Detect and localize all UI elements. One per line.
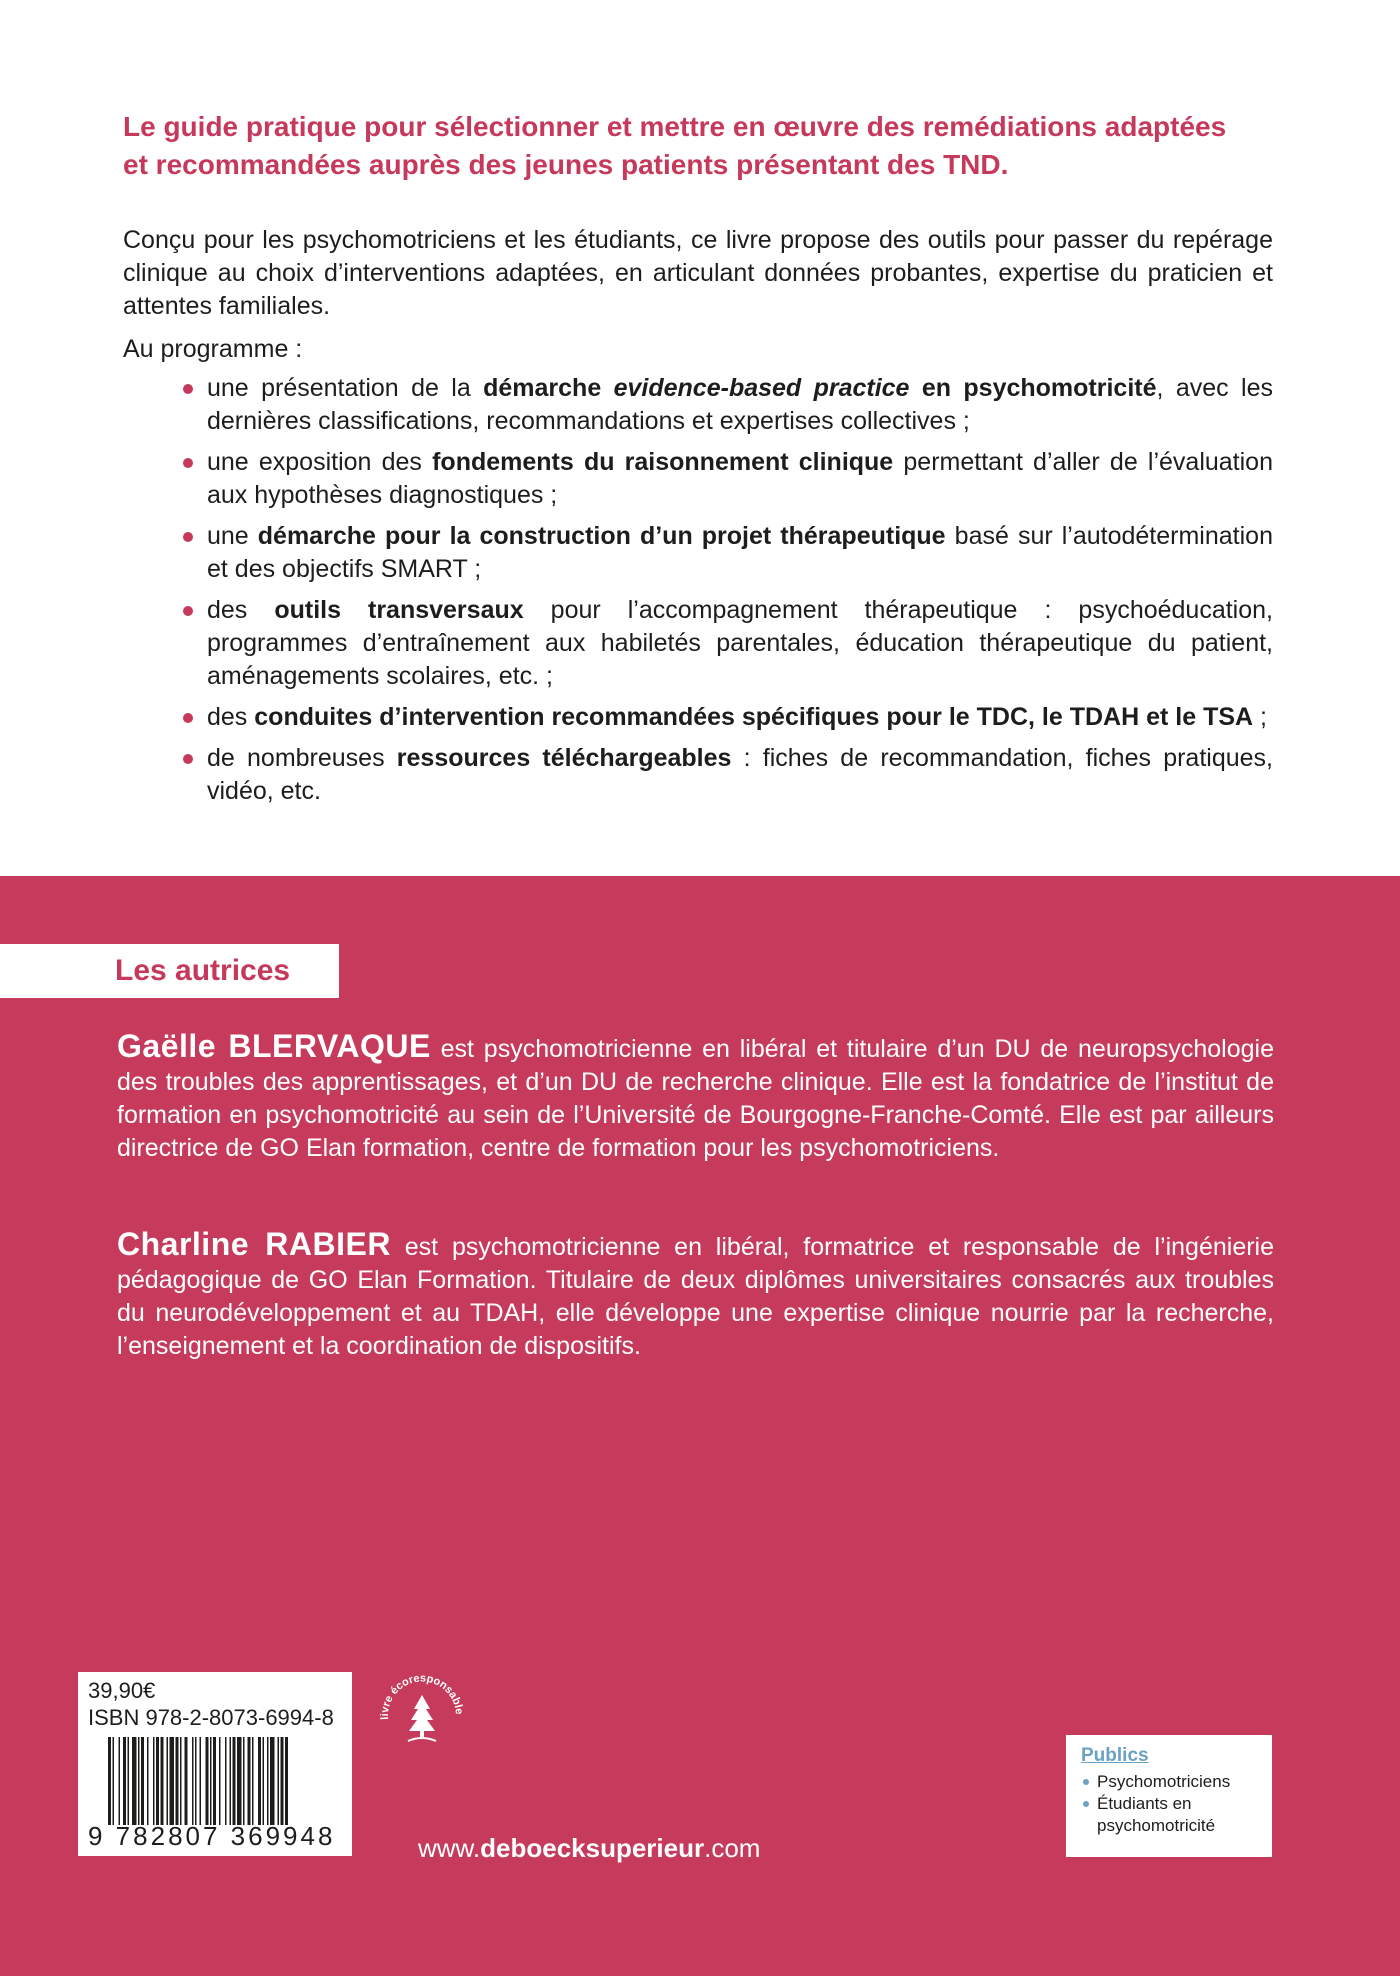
barcode-bar — [185, 1737, 188, 1825]
ecoresponsable-logo-icon — [372, 1665, 472, 1765]
bullet-icon — [1083, 1779, 1089, 1785]
barcode-bar — [119, 1737, 121, 1825]
publics-list — [1081, 1771, 1230, 1837]
programme-label: Au programme : — [123, 335, 303, 363]
list-item: de nombreuses ressources téléchargeables : fiches de recommandation, fiches pratiques, vidéo, etc. — [207, 742, 1273, 808]
barcode-bar — [200, 1737, 202, 1825]
barcode-bar — [270, 1737, 275, 1825]
barcode-bar — [267, 1737, 269, 1825]
bullet-icon — [183, 384, 193, 394]
bullet-icon — [183, 754, 193, 764]
barcode-bar — [248, 1737, 251, 1825]
svg-text:livre écoresponsable: livre écoresponsable — [378, 1672, 466, 1721]
barcode-bar — [233, 1737, 236, 1825]
publics-title: Publics — [1081, 1745, 1149, 1766]
bullet-icon — [1083, 1801, 1089, 1807]
barcode-bar — [225, 1737, 227, 1825]
barcode-bar — [192, 1737, 194, 1825]
barcode-bar — [153, 1737, 155, 1825]
barcode-bar — [167, 1737, 169, 1825]
barcode-bar — [113, 1737, 115, 1825]
barcode-bar — [141, 1737, 144, 1825]
barcode-bar — [230, 1737, 232, 1825]
author-bio-text: est psychomotricienne en libéral et titulaire d’un DU de neuropsychologie des troubles des apprentissages, et d’un DU de recherche clinique. Elle est la fondatrice de l’institut de formation en psychomotricité au sein de l’Université de Bourgogne-Franche-Comté. Elle est par ailleurs directrice de GO Elan formation, centre de formation pour les psychomotriciens. — [117, 1035, 1275, 1162]
bullet-icon — [183, 606, 193, 616]
bullet-icon — [183, 458, 193, 468]
author-bio-text: est psychomotricienne en libéral, formatrice et responsable de l’ingénierie pédagogique de GO Elan Formation. Titulaire de deux diplômes universitaires consacrés aux troubles du neurodéveloppement et au TDAH, elle développe une expertise clinique nourrie par la recherche, l’enseignement et la coordination de dispositifs. — [117, 1233, 1275, 1360]
barcode-bar — [108, 1737, 111, 1825]
barcode-bar — [237, 1737, 242, 1825]
list-item: psychomotricité — [1097, 1816, 1216, 1835]
barcode-bar — [170, 1737, 175, 1825]
bullet-icon — [183, 532, 193, 542]
author-name: Charline RABIER — [117, 1226, 391, 1262]
barcode-bar — [161, 1737, 164, 1825]
barcode-bar — [206, 1737, 209, 1825]
barcode-bar — [156, 1737, 159, 1825]
barcode-bar — [132, 1737, 137, 1825]
tagline-line-2: et recommandées auprès des jeunes patients présentant des TND. — [123, 149, 1009, 180]
list-item: Étudiants en — [1081, 1793, 1230, 1815]
isbn-label: ISBN 978-2-8073-6994-8 — [88, 1705, 334, 1730]
author-name: Gaëlle BLERVAQUE — [117, 1028, 431, 1064]
list-item: des outils transversaux pour l’accompagnement thérapeutique : psychoéducation, programmes d’entraînement aux habiletés parentales, éducation thérapeutique du patient, aménagements scolaires, etc. ; — [207, 594, 1273, 693]
tagline — [123, 108, 1283, 184]
barcode-bar — [243, 1737, 245, 1825]
barcode-bar — [278, 1737, 280, 1825]
barcode-bar — [176, 1737, 179, 1825]
barcode-bar — [281, 1737, 284, 1825]
barcode-bar — [263, 1737, 265, 1825]
barcode-icon — [108, 1737, 344, 1825]
barcode-bar — [258, 1737, 261, 1825]
barcode-bar — [123, 1737, 126, 1825]
barcode-bar — [252, 1737, 254, 1825]
author-bio-2 — [117, 1228, 1274, 1363]
ean-digits: 9 782807 369948 — [88, 1821, 336, 1851]
author-bio-1 — [117, 1030, 1274, 1165]
publisher-website[interactable]: www.deboecksuperieur.com — [418, 1833, 761, 1863]
intro-text: Conçu pour les psychomotriciens et les étudiants, ce livre propose des outils pour passer du repérage clinique au choix d’interventions adaptées, en articulant données probantes, expertise du praticien et attentes familiales. — [123, 226, 1273, 320]
bullet-icon — [183, 713, 193, 723]
barcode-bar — [180, 1737, 182, 1825]
price-label: 39,90€ — [88, 1678, 156, 1703]
barcode-bar — [210, 1737, 212, 1825]
barcode-bar — [285, 1737, 288, 1825]
barcode-bar — [128, 1737, 130, 1825]
barcode-bar — [195, 1737, 197, 1825]
intro-paragraph — [123, 224, 1273, 323]
list-item: une exposition des fondements du raisonnement clinique permettant d’aller de l’évaluation aux hypothèses diagnostiques ; — [207, 446, 1273, 512]
barcode-bar — [138, 1737, 140, 1825]
tagline-line-1: Le guide pratique pour sélectionner et mettre en œuvre des remédiations adaptées — [123, 111, 1227, 142]
barcode-bar — [213, 1737, 216, 1825]
list-item: une démarche pour la construction d’un projet thérapeutique basé sur l’autodétermination et des objectifs SMART ; — [207, 520, 1273, 586]
authors-heading: Les autrices — [115, 954, 291, 987]
list-item: une présentation de la démarche evidence-based practice en psychomotricité, avec les dernières classifications, recommandations et expertises collectives ; — [207, 372, 1273, 438]
list-item: des conduites d’intervention recommandées spécifiques pour le TDC, le TDAH et le TSA ; — [207, 701, 1273, 734]
list-item: Psychomotriciens — [1081, 1771, 1230, 1793]
barcode-bar — [147, 1737, 149, 1825]
programme-list — [207, 372, 1273, 816]
barcode-bar — [219, 1737, 221, 1825]
